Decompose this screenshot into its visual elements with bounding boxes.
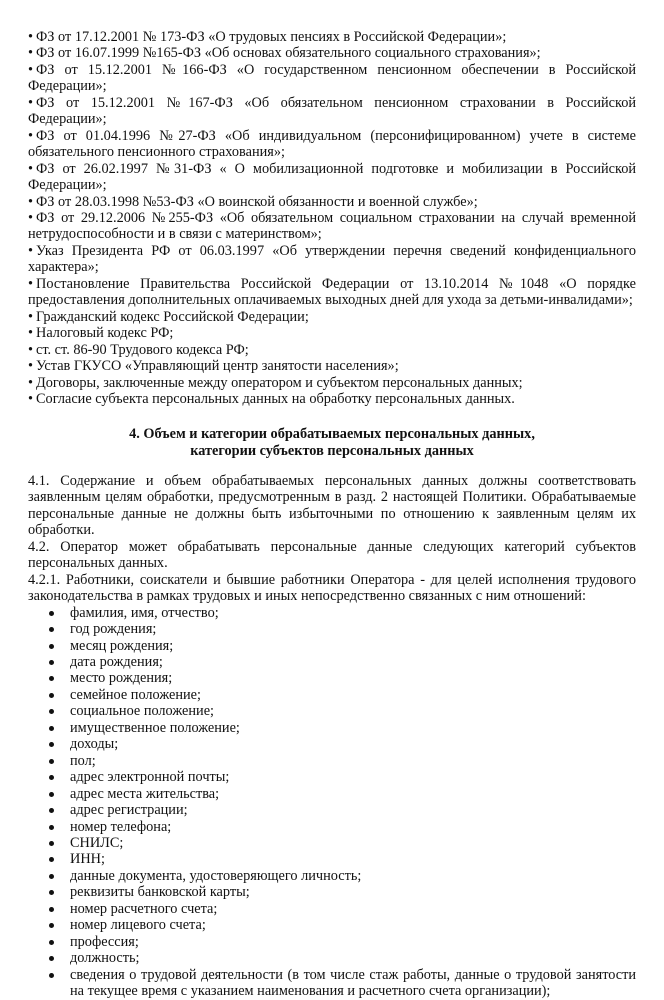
- bullet-icon: •: [28, 209, 34, 226]
- bullet-icon: •: [28, 29, 34, 45]
- category-item: социальное положение;: [28, 703, 636, 719]
- category-item: номер лицевого счета;: [28, 917, 636, 933]
- category-item: адрес регистрации;: [28, 802, 636, 818]
- bullet-icon: [49, 808, 54, 813]
- bullet-icon: •: [28, 94, 34, 111]
- bullet-icon: [49, 775, 54, 780]
- bullet-icon: •: [28, 325, 34, 342]
- section-heading: [28, 426, 636, 459]
- category-item: номер расчетного счета;: [28, 901, 636, 917]
- bullet-icon: •: [28, 45, 34, 62]
- category-item: должность;: [28, 950, 636, 966]
- legal-basis-item: • ФЗ от 28.03.1998 №53-ФЗ «О воинской обязанности и военной службе»;: [28, 193, 478, 210]
- category-item: семейное положение;: [28, 687, 636, 703]
- bullet-icon: [49, 923, 54, 928]
- paragraph-4-2-1: 4.2.1. Работники, соискатели и бывшие работники Оператора - для целей исполнения трудового законодательства в рамках трудовых и иных непосредственно связанных с ним отношений:: [28, 571, 636, 605]
- legal-basis-item: • ФЗ от 16.07.1999 №165-ФЗ «Об основах обязательного социального страхования»;: [28, 45, 541, 62]
- legal-basis-item: • Договоры, заключенные между оператором и субъектом персональных данных;: [28, 374, 523, 391]
- bullet-icon: •: [28, 160, 34, 177]
- bullet-icon: [49, 676, 54, 681]
- bullet-icon: [49, 825, 54, 830]
- paragraph-4-2: 4.2. Оператор может обрабатывать персональные данные следующих категорий субъектов персональных данных.: [28, 538, 636, 572]
- category-item: адрес электронной почты;: [28, 769, 636, 785]
- category-item: место рождения;: [28, 670, 636, 686]
- legal-basis-item: • Указ Президента РФ от 06.03.1997 «Об утверждении перечня сведений конфиденциального характера»;: [28, 242, 636, 276]
- legal-basis-item: • ФЗ от 01.04.1996 №27-ФЗ «Об индивидуальном (персонифицированном) учете в системе обязательного пенсионного страхования»;: [28, 127, 636, 161]
- bullet-icon: •: [28, 61, 34, 78]
- bullet-icon: [49, 709, 54, 714]
- bullet-icon: [49, 857, 54, 862]
- bullet-icon: •: [28, 358, 34, 375]
- bullet-icon: [49, 759, 54, 764]
- bullet-icon: [49, 874, 54, 879]
- legal-basis-list: [28, 29, 636, 407]
- category-item: реквизиты банковской карты;: [28, 884, 636, 900]
- bullet-icon: [49, 907, 54, 912]
- bullet-icon: •: [28, 127, 34, 144]
- category-item: номер телефона;: [28, 819, 636, 835]
- bullet-icon: [49, 660, 54, 665]
- category-item: год рождения;: [28, 621, 636, 637]
- bullet-icon: •: [28, 193, 34, 210]
- category-item: ИНН;: [28, 851, 636, 867]
- category-item: СНИЛС;: [28, 835, 636, 851]
- bullet-icon: •: [28, 390, 34, 407]
- category-item: имущественное положение;: [28, 720, 636, 736]
- bullet-icon: [49, 627, 54, 632]
- bullet-icon: [49, 693, 54, 698]
- legal-basis-item: • Постановление Правительства Российской Федерации от 13.10.2014 №1048 «О порядке предоставления дополнительных оплачиваемых выходных дней для ухода за детьми-инвалидами»;: [28, 275, 636, 309]
- bullet-icon: [49, 726, 54, 731]
- legal-basis-item: • ФЗ от 29.12.2006 №255-ФЗ «Об обязательном социальном страховании на случай временной нетрудоспособности и в связи с материнством»;: [28, 209, 636, 243]
- bullet-icon: [49, 742, 54, 747]
- bullet-icon: [49, 644, 54, 649]
- bullet-icon: •: [28, 308, 34, 325]
- bullet-icon: [49, 973, 54, 978]
- bullet-icon: •: [28, 275, 34, 292]
- document-page: [28, 29, 636, 1000]
- section-heading-line1: 4. Объем и категории обрабатываемых персональных данных,: [129, 426, 535, 443]
- category-item: доходы;: [28, 736, 636, 752]
- bullet-icon: [49, 890, 54, 895]
- category-item: пол;: [28, 753, 636, 769]
- bullet-icon: [49, 956, 54, 961]
- legal-basis-item: • Гражданский кодекс Российской Федерации;: [28, 308, 309, 325]
- category-item: адрес места жительства;: [28, 786, 636, 802]
- paragraph-4-1: 4.1. Содержание и объем обрабатываемых персональных данных должны соответствовать заявленным целям обработки, предусмотренным в разд. 2 настоящей Политики. Обрабатываемые персональные данные не должны быть избыточными по отношению к заявленным целям их обработки.: [28, 473, 636, 539]
- legal-basis-item: • Устав ГКУСО «Управляющий центр занятости населения»;: [28, 358, 399, 375]
- bullet-icon: [49, 611, 54, 616]
- category-item: профессия;: [28, 934, 636, 950]
- legal-basis-item: • ФЗ от 17.12.2001 № 173-ФЗ «О трудовых пенсиях в Российской Федерации»;: [28, 29, 507, 45]
- legal-basis-item: • ст. ст. 86-90 Трудового кодекса РФ;: [28, 341, 249, 358]
- legal-basis-item: • ФЗ от 15.12.2001 №167-ФЗ «Об обязательном пенсионном страховании в Российской Федерации»;: [28, 94, 636, 128]
- category-item: месяц рождения;: [28, 638, 636, 654]
- category-item: дата рождения;: [28, 654, 636, 670]
- legal-basis-item: • Налоговый кодекс РФ;: [28, 325, 174, 342]
- legal-basis-item: • Согласие субъекта персональных данных на обработку персональных данных.: [28, 390, 515, 407]
- bullet-icon: [49, 792, 54, 797]
- section-heading-line2: категории субъектов персональных данных: [190, 442, 474, 459]
- category-item: данные документа, удостоверяющего личность;: [28, 868, 636, 884]
- bullet-icon: [49, 940, 54, 945]
- category-item: фамилия, имя, отчество;: [28, 605, 636, 621]
- personal-data-categories-list: [28, 605, 636, 1000]
- bullet-icon: •: [28, 341, 34, 358]
- bullet-icon: •: [28, 374, 34, 391]
- category-item: сведения о трудовой деятельности (в том числе стаж работы, данные о трудовой занятости на текущее время с указанием наименования и расчетного счета организации);: [28, 967, 636, 1000]
- legal-basis-item: • ФЗ от 15.12.2001 №166-ФЗ «О государственном пенсионном обеспечении в Российской Федерации»;: [28, 61, 636, 95]
- bullet-icon: [49, 841, 54, 846]
- legal-basis-item: • ФЗ от 26.02.1997 №31-ФЗ « О мобилизационной подготовке и мобилизации в Российской Федерации»;: [28, 160, 636, 194]
- bullet-icon: •: [28, 242, 34, 259]
